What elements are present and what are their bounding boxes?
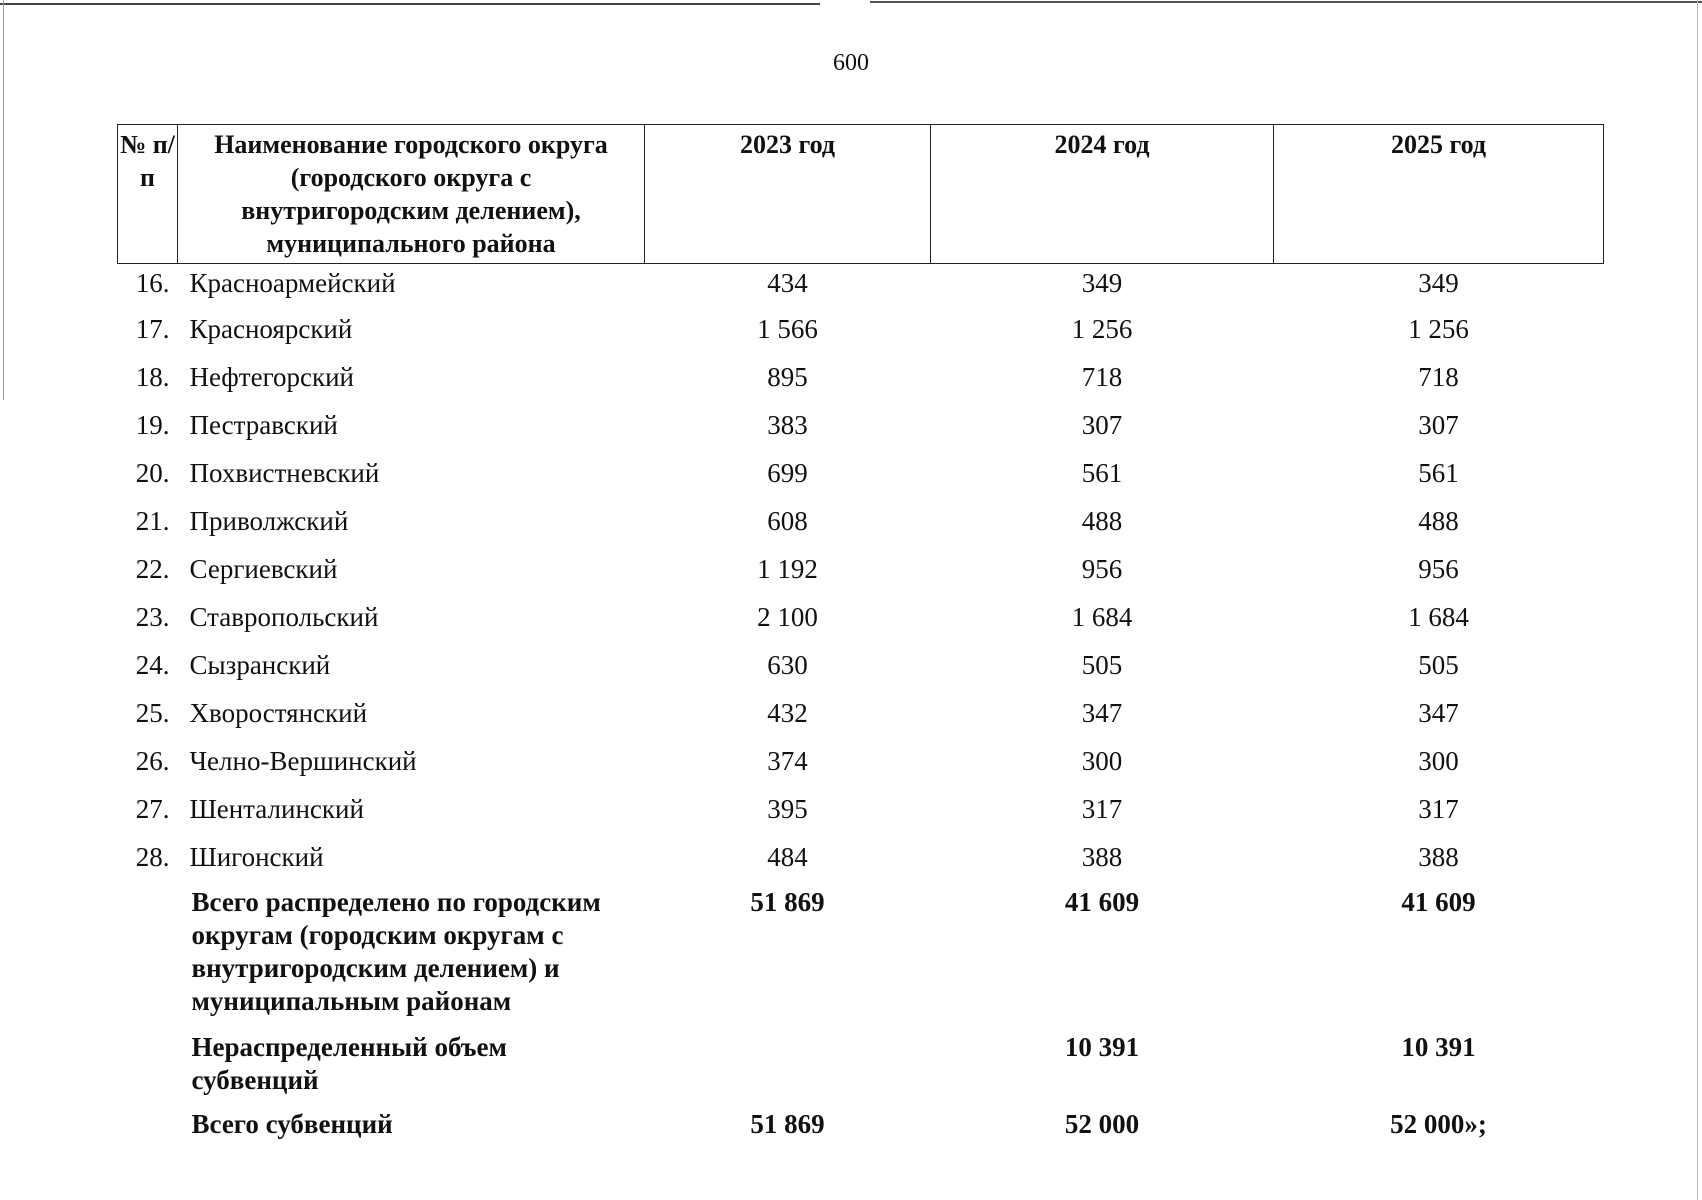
row-value-2023: 383 (767, 410, 808, 440)
row-name: Шигонский (189, 842, 324, 872)
table-row (118, 355, 1604, 403)
subvention-table-container (117, 124, 1604, 1152)
row-value-2025: 561 (1418, 458, 1459, 488)
total-distributed-2024: 41 609 (1064, 887, 1140, 917)
row-value-2025: 956 (1418, 554, 1459, 584)
table-header (118, 125, 1604, 264)
row-number: 18. (135, 362, 170, 392)
grand-total-2023: 51 869 (750, 1109, 825, 1139)
grand-total-label: Всего субвенций (191, 1109, 393, 1139)
row-name: Сызранский (189, 650, 331, 680)
row-name: Пестравский (189, 410, 338, 440)
row-value-2023: 895 (767, 362, 808, 392)
scan-edge-top-right (870, 1, 1702, 3)
scan-edge-right (1697, 0, 1698, 1200)
row-number: 27. (135, 794, 170, 824)
row-value-2025: 317 (1418, 794, 1459, 824)
row-name: Ставропольский (189, 602, 379, 632)
row-value-2025: 300 (1418, 746, 1459, 776)
row-value-2025: 1 684 (1408, 602, 1469, 632)
row-name: Шенталинский (189, 794, 364, 824)
total-distributed-2023: 51 869 (750, 887, 825, 917)
grand-total-2024: 52 000 (1064, 1109, 1140, 1139)
row-value-2025: 307 (1418, 410, 1459, 440)
row-number: 16. (135, 268, 170, 298)
scan-edge-top-left (0, 3, 820, 5)
row-name: Красноярский (189, 314, 353, 344)
row-value-2024: 505 (1081, 650, 1123, 680)
row-value-2024: 300 (1081, 746, 1123, 776)
grand-total-number (118, 1105, 178, 1152)
grand-total-row (118, 1105, 1604, 1152)
undistributed-2023 (645, 1028, 931, 1105)
row-value-2024: 718 (1081, 362, 1123, 392)
undistributed-label: Нераспределенный объем субвенций (191, 1032, 507, 1095)
row-number: 23. (135, 602, 170, 632)
row-name: Красноармейский (189, 268, 396, 298)
header-number: № п/п (118, 125, 178, 264)
row-value-2025: 349 (1418, 268, 1459, 298)
table-row (118, 499, 1604, 547)
row-value-2023: 2 100 (757, 602, 818, 632)
row-value-2025: 718 (1418, 362, 1459, 392)
table-row (118, 691, 1604, 739)
table-row (118, 403, 1604, 451)
row-name: Приволжский (189, 506, 349, 536)
grand-total-2025: 52 000»; (1390, 1109, 1487, 1139)
row-value-2023: 1 566 (757, 314, 818, 344)
header-2023: 2023 год (645, 125, 931, 264)
row-value-2024: 956 (1081, 554, 1123, 584)
row-number: 19. (135, 410, 170, 440)
row-name: Сергиевский (189, 554, 338, 584)
row-value-2024: 349 (1081, 268, 1123, 298)
row-number: 17. (135, 314, 170, 344)
table-row (118, 787, 1604, 835)
table-body (118, 264, 1604, 1153)
row-value-2024: 488 (1081, 506, 1123, 536)
row-number: 21. (135, 506, 170, 536)
row-value-2025: 347 (1418, 698, 1459, 728)
total-distributed-number (118, 883, 178, 1028)
row-value-2025: 388 (1418, 842, 1459, 872)
row-value-2023: 395 (767, 794, 808, 824)
header-2025: 2025 год (1274, 125, 1604, 264)
table-row (118, 264, 1604, 308)
total-distributed-2025: 41 609 (1401, 887, 1476, 917)
undistributed-row (118, 1028, 1604, 1105)
row-value-2025: 488 (1418, 506, 1459, 536)
table-row (118, 739, 1604, 787)
table-row (118, 643, 1604, 691)
subvention-table (117, 124, 1604, 1152)
row-number: 20. (135, 458, 170, 488)
page-number: 600 (833, 50, 869, 76)
total-distributed-row (118, 883, 1604, 1028)
row-name: Нефтегорский (189, 362, 354, 392)
table-row (118, 307, 1604, 355)
row-value-2024: 347 (1081, 698, 1123, 728)
row-value-2023: 699 (767, 458, 808, 488)
header-name: Наименование городского округа (городского округа с внутригородским делением), муниципального района (178, 125, 645, 264)
row-value-2024: 561 (1081, 458, 1123, 488)
row-value-2023: 630 (767, 650, 808, 680)
row-value-2025: 505 (1418, 650, 1459, 680)
row-value-2025: 1 256 (1408, 314, 1469, 344)
row-value-2023: 374 (767, 746, 808, 776)
row-value-2024: 388 (1081, 842, 1123, 872)
row-number: 25. (135, 698, 170, 728)
undistributed-number (118, 1028, 178, 1105)
row-name: Челно-Вершинский (189, 746, 417, 776)
row-value-2024: 1 256 (1071, 314, 1133, 344)
row-value-2024: 1 684 (1071, 602, 1133, 632)
row-value-2024: 317 (1081, 794, 1123, 824)
row-name: Хворостянский (189, 698, 368, 728)
undistributed-2024: 10 391 (1064, 1032, 1140, 1062)
row-number: 22. (135, 554, 170, 584)
row-value-2023: 608 (767, 506, 808, 536)
undistributed-2025: 10 391 (1401, 1032, 1476, 1062)
table-row (118, 547, 1604, 595)
row-name: Похвистневский (189, 458, 380, 488)
row-value-2023: 434 (767, 268, 808, 298)
table-row (118, 835, 1604, 883)
table-row (118, 451, 1604, 499)
row-value-2023: 432 (767, 698, 808, 728)
table-row (118, 595, 1604, 643)
row-number: 28. (135, 842, 170, 872)
total-distributed-label: Всего распределено по городским округам (городским округам с внутригородским делением) и муниципальным районам (191, 887, 601, 1016)
row-value-2023: 1 192 (757, 554, 818, 584)
row-number: 26. (135, 746, 170, 776)
row-value-2023: 484 (767, 842, 808, 872)
header-2024: 2024 год (931, 125, 1274, 264)
row-value-2024: 307 (1081, 410, 1123, 440)
row-number: 24. (135, 650, 170, 680)
